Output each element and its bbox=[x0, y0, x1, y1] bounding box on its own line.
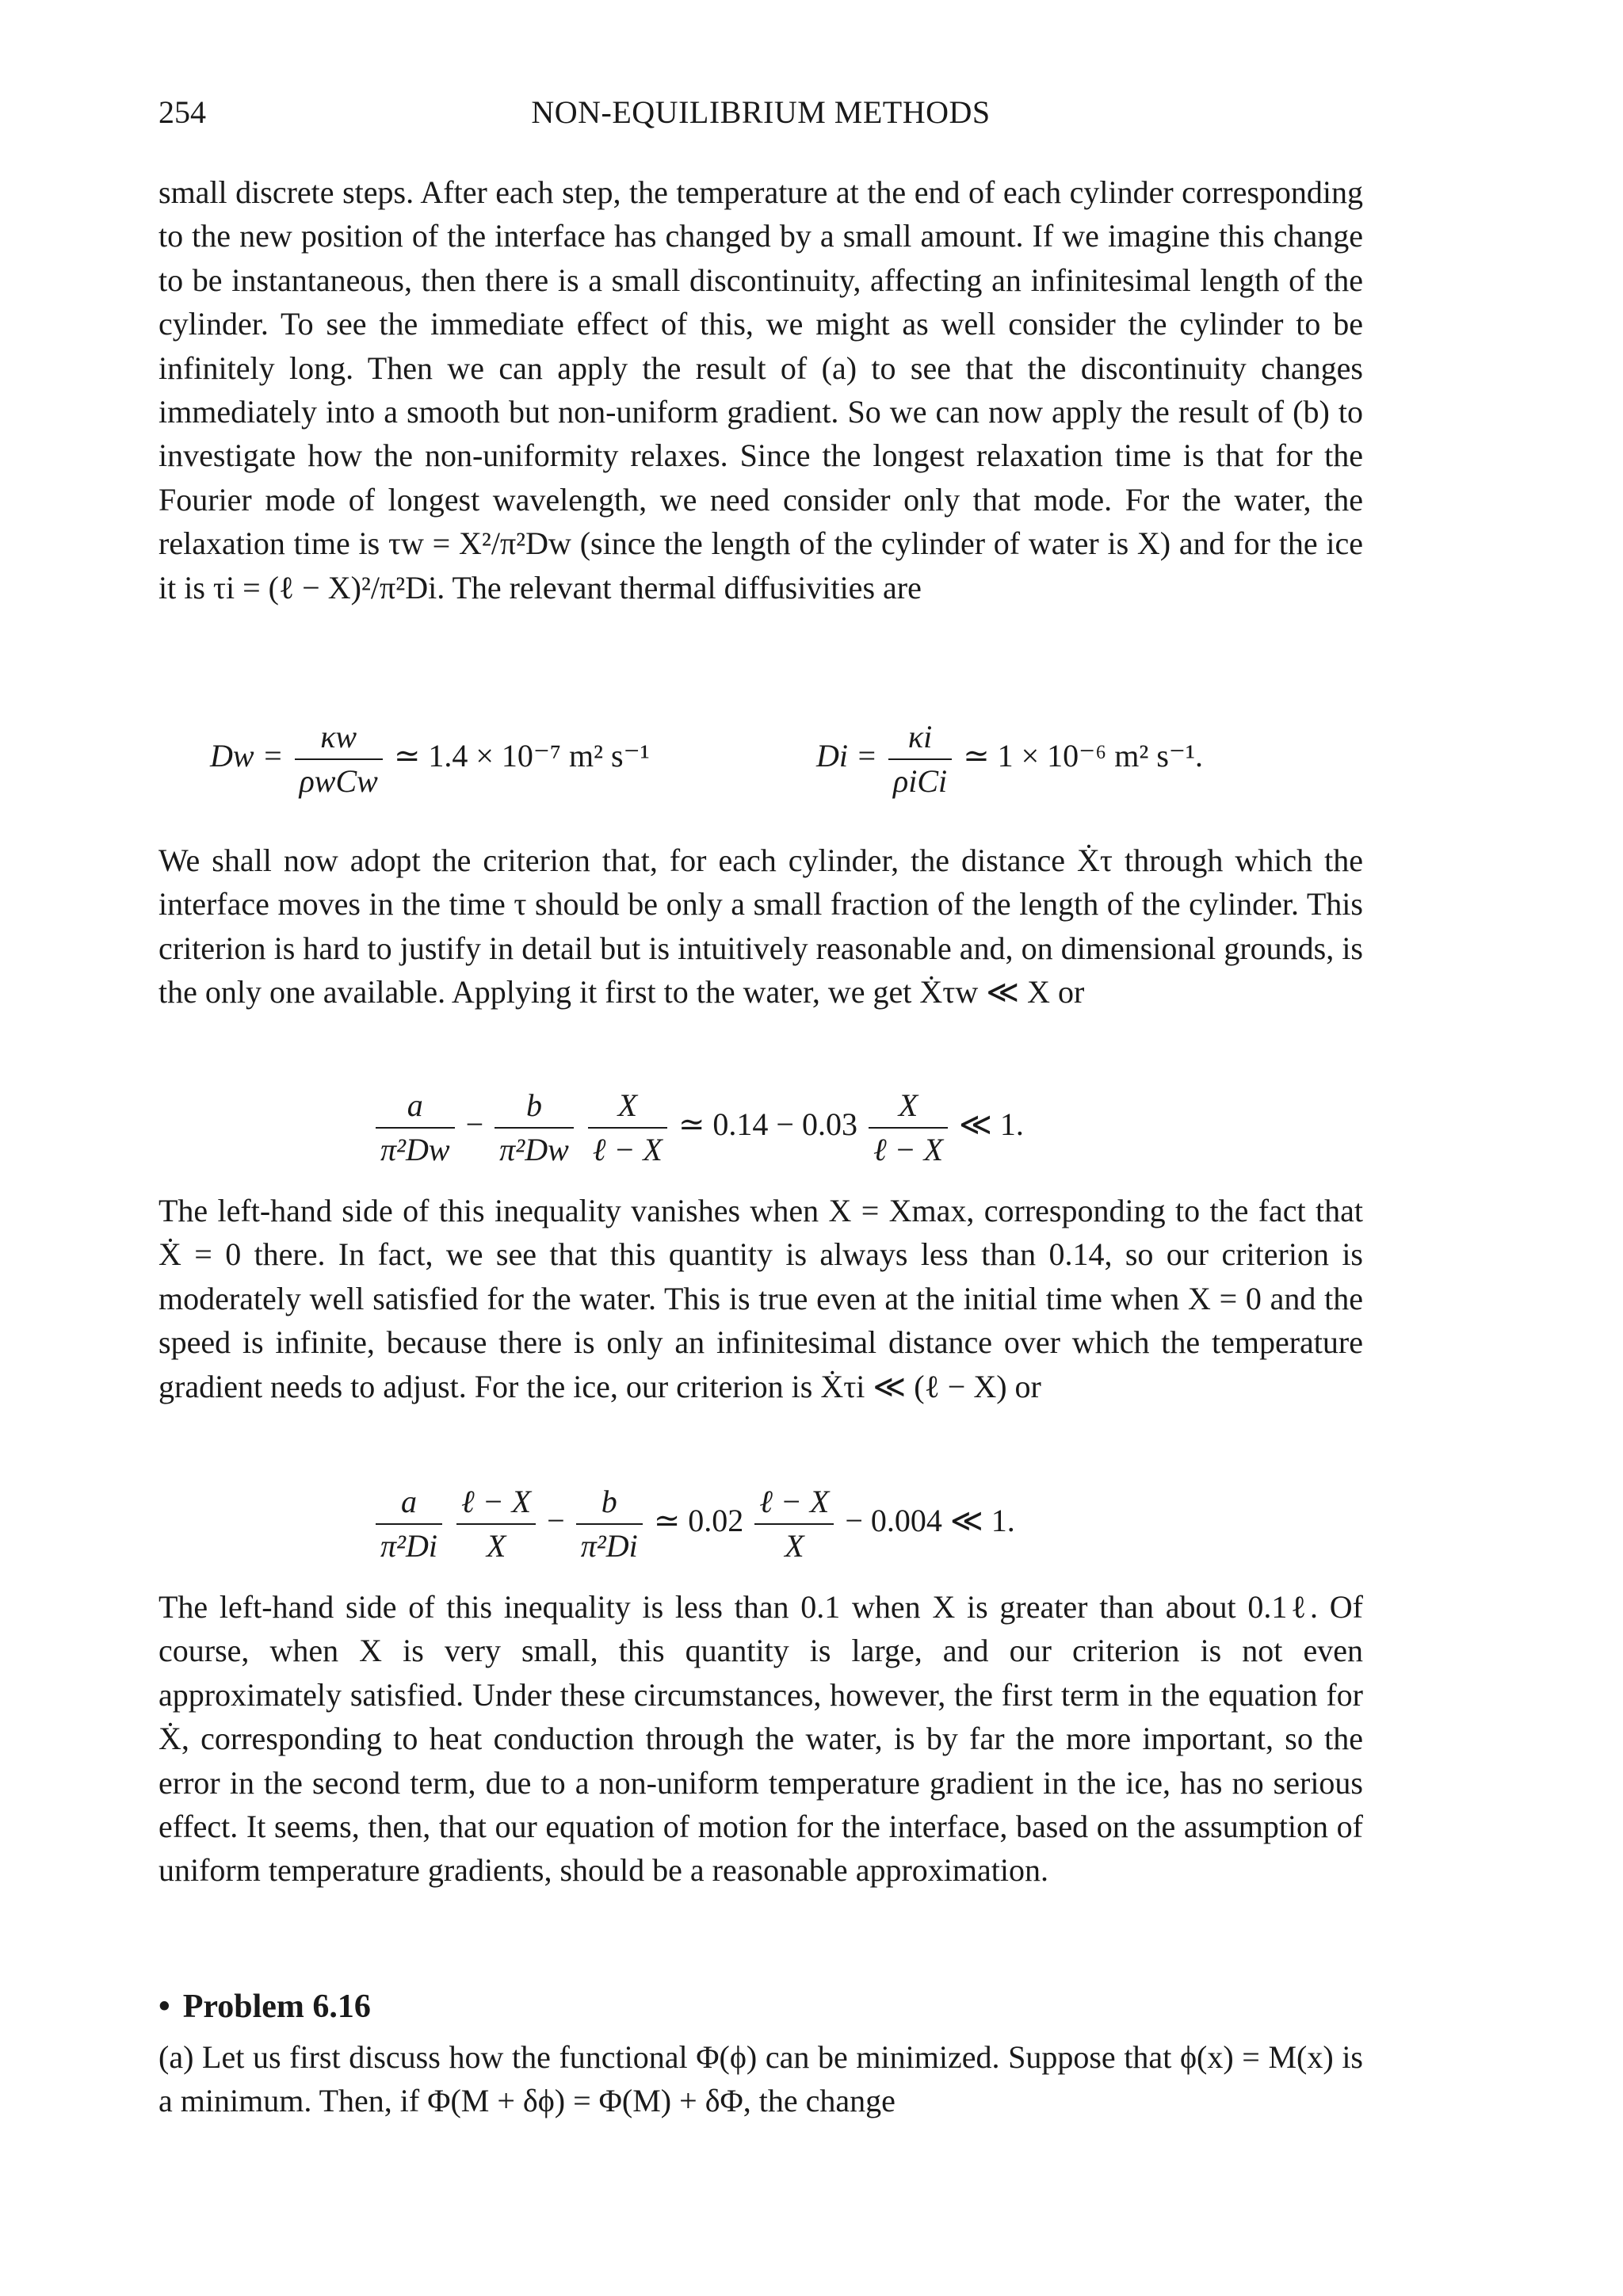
eq-ice-term1-num: a bbox=[376, 1482, 442, 1525]
eq-ice-term1 bbox=[376, 1482, 442, 1566]
eq-dw-lhs: Dw = bbox=[210, 738, 284, 774]
running-head: NON-EQUILIBRIUM METHODS bbox=[531, 94, 991, 130]
page-number: 254 bbox=[158, 94, 206, 130]
eq-ice-minus: − bbox=[547, 1503, 565, 1539]
eq-ice-term3 bbox=[576, 1482, 643, 1566]
eq-di-numerator: κi bbox=[888, 717, 952, 760]
eq-water-minus: − bbox=[465, 1106, 484, 1143]
eq-di-fraction bbox=[888, 717, 952, 801]
eq-dw-value: ≃ 1.4 × 10⁻⁷ m² s⁻¹ bbox=[393, 738, 650, 774]
paragraph-5: (a) Let us first discuss how the functional Φ(ϕ) can be minimized. Suppose that ϕ(x) = M(x) is a minimum. Then, if Φ(M + δϕ) = Φ(M) + δΦ, the change bbox=[158, 2039, 1363, 2119]
eq-ice-term3-num: b bbox=[576, 1482, 643, 1525]
eq-ice-term1-den: π²Di bbox=[380, 1528, 438, 1564]
eq-ice-term2-den: X bbox=[486, 1528, 506, 1564]
eq-water-term1 bbox=[376, 1086, 455, 1170]
eq-dw-fraction bbox=[295, 717, 383, 801]
problem-heading bbox=[158, 1988, 371, 2026]
paragraph-1: small discrete steps. After each step, the temperature at the end of each cylinder corresponding to the new position of the interface has changed by a small amount. If we imagine this change to be instantaneous, then there is a small discontinuity, affecting an infinitesimal length of the cylinder. To see the immediate effect of this, we might as well consider the cylinder to be infinitely long. Then we can apply the result of (a) to see that the discontinuity changes immediately into a smooth but non-uniform gradient. So we can now apply the result of (b) to investigate how the non-uniformity relaxes. Since the longest relaxation time is that for the Fourier mode of longest wavelength, we need consider only that mode. For the water, the relaxation time is τw = X²/π²Dw (since the length of the cylinder of water is X) and for the ice it is τi = (ℓ − X)²/π²Di. The relevant thermal diffusivities are bbox=[158, 174, 1363, 606]
eq-ice-term4 bbox=[754, 1482, 834, 1566]
eq-water-term3-den: ℓ − X bbox=[592, 1132, 663, 1167]
eq-di-lhs: Di = bbox=[816, 738, 877, 774]
eq-dw-numerator: κw bbox=[295, 717, 383, 760]
page-header bbox=[158, 94, 1363, 141]
problem-title: Problem 6.16 bbox=[182, 1988, 371, 2025]
eq-ice-term4-den: X bbox=[785, 1528, 804, 1564]
equation-water-criterion bbox=[372, 1086, 1024, 1170]
eq-water-term1-den: π²Dw bbox=[380, 1132, 450, 1167]
eq-water-term2-den: π²Dw bbox=[499, 1132, 569, 1167]
eq-dw-denominator: ρwCw bbox=[299, 763, 378, 799]
eq-ice-tail: − 0.004 ≪ 1. bbox=[845, 1503, 1015, 1539]
eq-ice-term4-num: ℓ − X bbox=[754, 1482, 834, 1525]
paragraph-4: The left-hand side of this inequality is less than 0.1 when X is greater than about 0.1ℓ. Of course, when X is very small, this quantity is large, and our criterion is not even approximately satisfied. Under these circumstances, however, the first term in the equation for Ẋ, corresponding to heat conduction through the water, is by far the more important, so the error in the second term, due to a non-uniform temperature gradient in the ice, has no serious effect. It seems, then, that our equation of motion for the interface, based on the assumption of uniform temperature gradients, should be a reasonable approximation. bbox=[158, 1589, 1363, 1889]
bullet-icon: • bbox=[158, 1988, 170, 2025]
eq-water-term2 bbox=[495, 1086, 574, 1170]
eq-di-denominator: ρiCi bbox=[893, 763, 948, 799]
eq-ice-term2 bbox=[456, 1482, 536, 1566]
eq-water-term1-num: a bbox=[376, 1086, 455, 1129]
paragraph-2: We shall now adopt the criterion that, for each cylinder, the distance Ẋτ through which the interface moves in the time τ should be only a small fraction of the length of the cylinder. This criterion is hard to justify in detail but is intuitively reasonable and, on dimensional grounds, is the only one available. Applying it first to the water, we get Ẋτw ≪ X or bbox=[158, 842, 1363, 1010]
eq-water-approx: ≃ 0.14 − 0.03 bbox=[678, 1106, 857, 1143]
eq-water-tail: ≪ 1. bbox=[959, 1106, 1024, 1143]
paragraph-3: The left-hand side of this inequality vanishes when X = Xmax, corresponding to the fact that Ẋ = 0 there. In fact, we see that this quantity is always less than 0.14, so our criterion is moderately well satisfied for the water. This is true even at the initial time when X = 0 and the speed is infinite, because there is only an infinitesimal distance over which the temperature gradient needs to adjust. For the ice, our criterion is Ẋτi ≪ (ℓ − X) or bbox=[158, 1193, 1363, 1404]
eq-water-term3 bbox=[588, 1086, 667, 1170]
eq-ice-term3-den: π²Di bbox=[580, 1528, 638, 1564]
equation-diffusivity-water bbox=[210, 717, 650, 801]
eq-water-term3-num: X bbox=[588, 1086, 667, 1129]
equation-ice-criterion bbox=[372, 1482, 1015, 1566]
eq-ice-approx: ≃ 0.02 bbox=[653, 1503, 744, 1539]
eq-water-term2-num: b bbox=[495, 1086, 574, 1129]
eq-water-term4-den: ℓ − X bbox=[873, 1132, 944, 1167]
eq-ice-term2-num: ℓ − X bbox=[456, 1482, 536, 1525]
eq-di-value: ≃ 1 × 10⁻⁶ m² s⁻¹. bbox=[963, 738, 1204, 774]
eq-water-term4 bbox=[869, 1086, 948, 1170]
eq-water-term4-num: X bbox=[869, 1086, 948, 1129]
equation-diffusivity-ice bbox=[816, 717, 1203, 801]
